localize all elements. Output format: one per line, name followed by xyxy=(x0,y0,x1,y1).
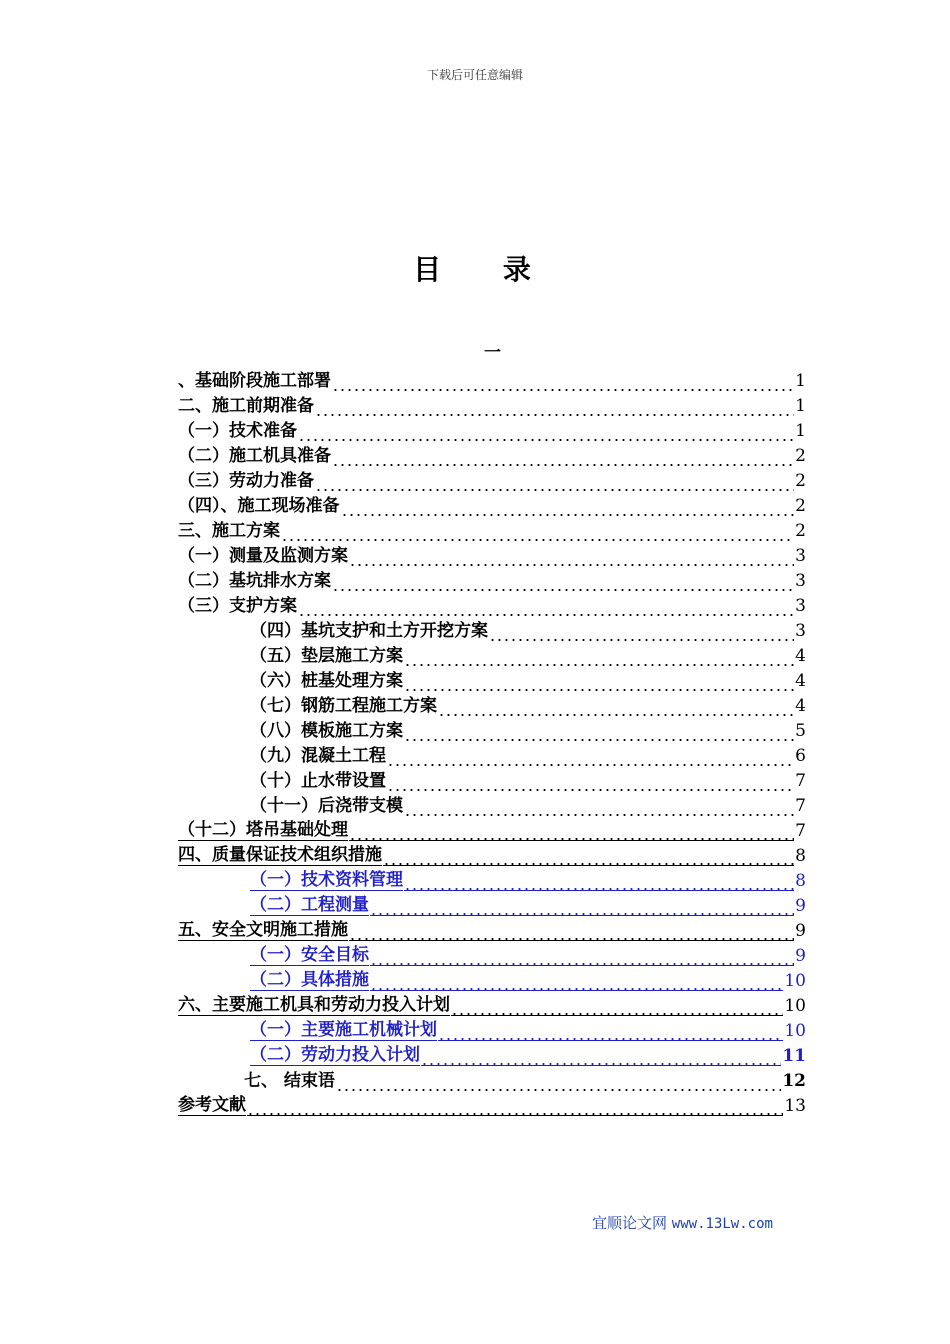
toc-entry xyxy=(178,491,806,516)
toc-entry-page[interactable]: 9 xyxy=(795,946,806,966)
toc-entry-page: 12 xyxy=(782,1071,806,1091)
toc-link-entry[interactable] xyxy=(250,866,806,891)
toc-entry-page: 8 xyxy=(795,846,806,866)
toc-entry xyxy=(178,1091,806,1116)
footer-site-name: 宜顺论文网 xyxy=(592,1214,668,1232)
toc-entry xyxy=(250,791,806,816)
dot-leader xyxy=(298,421,794,441)
dot-leader xyxy=(349,546,794,566)
dot-leader xyxy=(383,845,794,866)
toc-entry-label: （九）混凝土工程 xyxy=(250,746,386,766)
toc-entry-page: 10 xyxy=(784,996,806,1016)
dot-leader xyxy=(332,371,794,391)
dot-leader xyxy=(438,696,794,716)
dot-leader xyxy=(404,796,794,816)
toc-entry-page: 4 xyxy=(795,646,806,666)
dot-leader xyxy=(332,571,794,591)
toc-entry xyxy=(250,666,806,691)
toc-entry-label: 参考文献 xyxy=(178,1090,246,1116)
toc-entry-label: （八）模板施工方案 xyxy=(250,721,403,741)
toc-entry-page: 3 xyxy=(795,596,806,616)
toc-entry-label: （三）支护方案 xyxy=(178,596,297,616)
toc-entry-page: 3 xyxy=(795,621,806,641)
toc-entry-page: 2 xyxy=(795,471,806,491)
toc-entry-label: （四）、施工现场准备 xyxy=(178,496,340,516)
dot-leader xyxy=(315,471,794,491)
toc-entry-label[interactable]: （一）技术资料管理 xyxy=(250,865,403,891)
toc-entry-page: 1 xyxy=(795,371,806,391)
toc-entry-label: （一）测量及监测方案 xyxy=(178,546,348,566)
toc-entry-page: 1 xyxy=(795,421,806,441)
dot-leader xyxy=(451,995,783,1016)
toc-entry-page: 2 xyxy=(795,521,806,541)
toc-entry-label: 七、 结束语 xyxy=(244,1071,335,1091)
dot-leader xyxy=(349,920,794,941)
stray-character: 一 xyxy=(484,343,501,363)
footer-watermark xyxy=(592,1212,773,1233)
toc-entry-page: 7 xyxy=(795,796,806,816)
toc-entry-label: 、基础阶段施工部署 xyxy=(178,371,331,391)
toc-entry-label: （二）施工机具准备 xyxy=(178,446,331,466)
toc-entry xyxy=(178,441,806,466)
dot-leader xyxy=(387,746,794,766)
dot-leader xyxy=(404,646,794,666)
dot-leader xyxy=(404,671,794,691)
toc-entry-label: （十一）后浇带支模 xyxy=(250,796,403,816)
toc-entry-label[interactable]: （一）安全目标 xyxy=(250,940,369,966)
dot-leader xyxy=(298,596,794,616)
toc-entry xyxy=(178,366,806,391)
toc-entry-label[interactable]: （二）具体措施 xyxy=(250,965,369,991)
toc-entry xyxy=(178,416,806,441)
toc-entry xyxy=(178,516,806,541)
dot-leader xyxy=(370,895,794,916)
toc-entry xyxy=(178,566,806,591)
toc-entry-label: （十二）塔吊基础处理 xyxy=(178,815,348,841)
toc-entry-page: 6 xyxy=(795,746,806,766)
dot-leader xyxy=(341,496,795,516)
toc-entry xyxy=(178,391,806,416)
dot-leader xyxy=(370,970,783,991)
header-note: 下载后可任意编辑 xyxy=(426,68,523,82)
toc-entry xyxy=(178,541,806,566)
toc-entry-page: 1 xyxy=(795,396,806,416)
toc-entry xyxy=(178,816,806,841)
toc-entry xyxy=(250,766,806,791)
toc-entry xyxy=(178,991,806,1016)
dot-leader xyxy=(387,771,794,791)
toc-entry-label: 五、安全文明施工措施 xyxy=(178,915,348,941)
toc-entry xyxy=(178,591,806,616)
toc-entry xyxy=(250,741,806,766)
toc-entry-label: 三、施工方案 xyxy=(178,521,280,541)
toc-entry-label: （一）技术准备 xyxy=(178,421,297,441)
dot-leader xyxy=(421,1045,781,1066)
dot-leader xyxy=(404,870,794,891)
toc-entry xyxy=(250,616,806,641)
toc-link-entry[interactable] xyxy=(250,1016,806,1041)
toc-entry-label: （三）劳动力准备 xyxy=(178,471,314,491)
toc-entry-label[interactable]: （二）工程测量 xyxy=(250,890,369,916)
toc-entry-page: 3 xyxy=(795,571,806,591)
toc-entry-label: 二、施工前期准备 xyxy=(178,396,314,416)
toc-link-entry[interactable] xyxy=(250,891,806,916)
toc-entry-label: （四）基坑支护和土方开挖方案 xyxy=(250,621,488,641)
page-title: 目 录 xyxy=(413,253,557,286)
toc-entry xyxy=(244,1066,806,1091)
toc-entry-page: 4 xyxy=(795,671,806,691)
toc-entry-page[interactable]: 8 xyxy=(795,871,806,891)
toc-entry-label[interactable]: （一）主要施工机械计划 xyxy=(250,1015,437,1041)
dot-leader xyxy=(438,1020,783,1041)
toc-entry-page[interactable]: 10 xyxy=(784,1021,806,1041)
dot-leader xyxy=(281,521,794,541)
toc-entry-label: 六、主要施工机具和劳动力投入计划 xyxy=(178,990,450,1016)
toc-entry-page: 7 xyxy=(795,771,806,791)
toc-entry-label: 四、质量保证技术组织措施 xyxy=(178,840,382,866)
toc-entry-page[interactable]: 9 xyxy=(795,896,806,916)
toc-link-entry[interactable] xyxy=(250,1041,806,1066)
dot-leader xyxy=(315,396,794,416)
toc-entry xyxy=(250,716,806,741)
toc-entry-page: 7 xyxy=(795,821,806,841)
dot-leader xyxy=(489,621,794,641)
toc-entry xyxy=(250,691,806,716)
toc-entry-label: （二）基坑排水方案 xyxy=(178,571,331,591)
toc-entry-page: 3 xyxy=(795,546,806,566)
toc-entry-label: （十）止水带设置 xyxy=(250,771,386,791)
dot-leader xyxy=(404,721,794,741)
dot-leader xyxy=(349,820,794,841)
toc-entry-label: （六）桩基处理方案 xyxy=(250,671,403,691)
toc-entry xyxy=(178,916,806,941)
toc-link-entry[interactable] xyxy=(250,966,806,991)
footer-url[interactable]: www.13Lw.com xyxy=(671,1216,773,1232)
toc-entry-label: （五）垫层施工方案 xyxy=(250,646,403,666)
toc-entry-page[interactable]: 10 xyxy=(784,971,806,991)
toc-entry-page: 5 xyxy=(795,721,806,741)
toc-entry xyxy=(178,466,806,491)
toc-entry xyxy=(250,641,806,666)
toc-entry-label: （七）钢筋工程施工方案 xyxy=(250,696,437,716)
toc-entry-label[interactable]: （二）劳动力投入计划 xyxy=(250,1040,420,1066)
toc-entry-page: 9 xyxy=(795,921,806,941)
dot-leader xyxy=(370,945,794,966)
toc-entry-page: 4 xyxy=(795,696,806,716)
toc-entry xyxy=(178,841,806,866)
dot-leader xyxy=(336,1071,781,1091)
toc-entry-page[interactable]: 11 xyxy=(782,1046,806,1066)
toc-entry-page: 13 xyxy=(784,1096,806,1116)
dot-leader xyxy=(332,446,794,466)
toc-link-entry[interactable] xyxy=(250,941,806,966)
toc-entry-page: 2 xyxy=(795,496,806,516)
dot-leader xyxy=(247,1095,783,1116)
toc-entry-page: 2 xyxy=(795,446,806,466)
